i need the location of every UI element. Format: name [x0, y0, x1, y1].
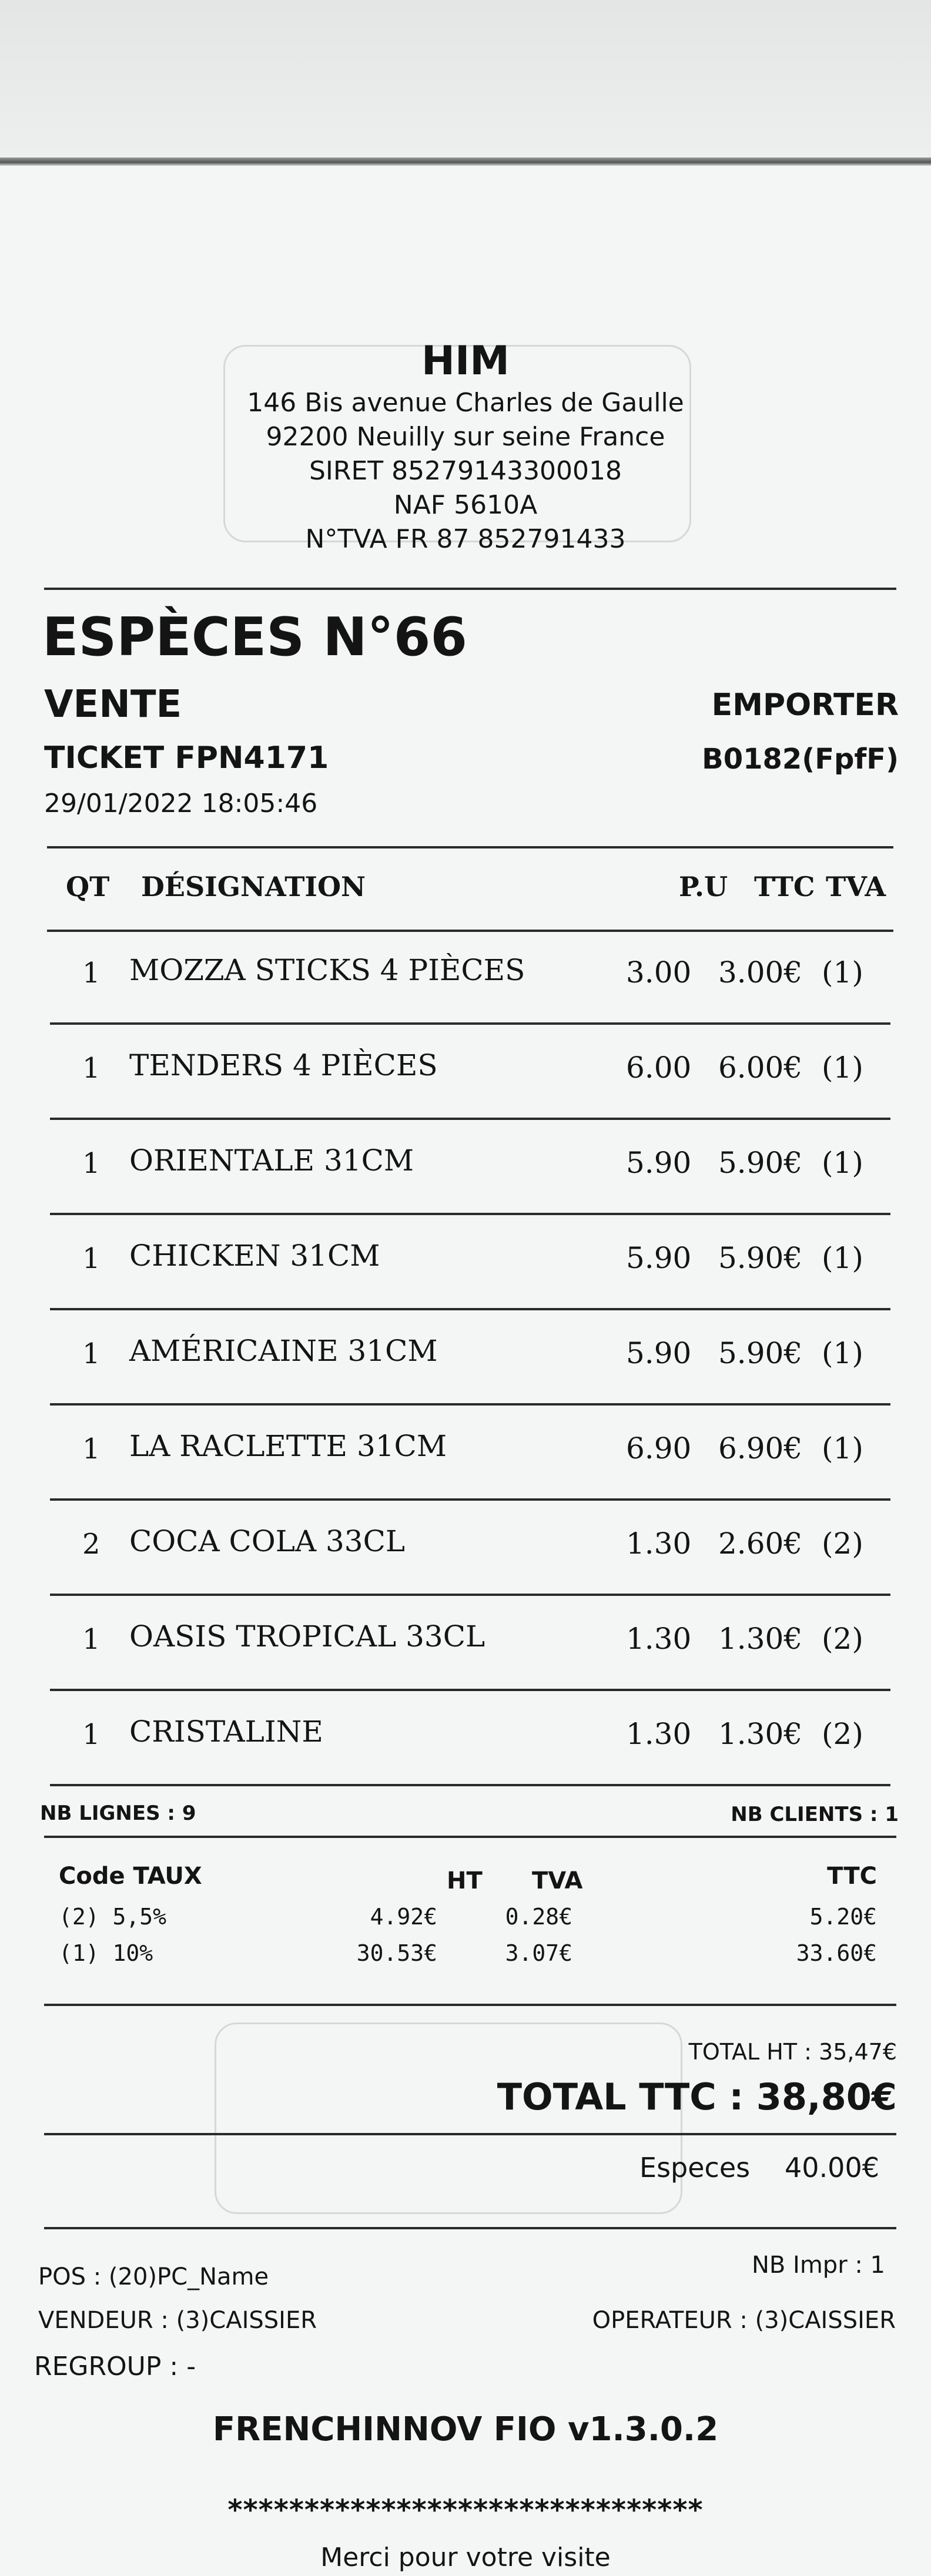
column-header-qt: QT [66, 871, 110, 903]
item-unit-price: 6.00 [626, 1051, 692, 1085]
item-total-ttc: 2.60€ [718, 1527, 803, 1561]
row-divider [50, 1118, 890, 1120]
vat-ttc: 33.60€ [796, 1940, 877, 1966]
payment-title: ESPÈCES N°66 [42, 606, 467, 668]
item-tva-code: (2) [822, 1527, 863, 1561]
vat-tva: 3.07€ [505, 1940, 572, 1966]
row-divider [50, 1308, 890, 1310]
row-divider [50, 1403, 890, 1406]
store-address-line-2: 92200 Neuilly sur seine France [266, 422, 665, 452]
item-tva-code: (1) [822, 955, 863, 990]
vat-header-code-taux: Code TAUX [59, 1863, 202, 1890]
total-ht: TOTAL HT : 35,47€ [688, 2039, 897, 2065]
vat-ttc: 5.20€ [809, 1904, 877, 1930]
service-mode: EMPORTER [711, 687, 899, 723]
column-header-pu: P.U [679, 871, 728, 903]
divider [44, 588, 896, 590]
total-ttc: TOTAL TTC : 38,80€ [497, 2075, 897, 2118]
divider [44, 2004, 896, 2006]
item-quantity: 1 [82, 1433, 101, 1465]
item-quantity: 1 [82, 1242, 101, 1275]
item-total-ttc: 1.30€ [718, 1717, 803, 1751]
item-tva-code: (1) [822, 1051, 863, 1085]
stars-separator: ******************************* [227, 2494, 704, 2527]
item-tva-code: (1) [822, 1431, 863, 1465]
item-unit-price: 5.90 [626, 1146, 692, 1180]
ticket-datetime: 29/01/2022 18:05:46 [44, 789, 318, 819]
vat-tva: 0.28€ [505, 1904, 572, 1930]
item-tva-code: (1) [822, 1241, 863, 1275]
divider [47, 846, 893, 848]
pos-label: POS : (20)PC_Name [38, 2263, 269, 2290]
item-unit-price: 1.30 [626, 1622, 692, 1656]
vat-header-tva: TVA [532, 1867, 583, 1894]
column-header-designation: DÉSIGNATION [141, 871, 366, 903]
item-quantity: 1 [82, 1337, 101, 1370]
item-unit-price: 5.90 [626, 1336, 692, 1370]
item-total-ttc: 6.90€ [718, 1431, 803, 1465]
ticket-ref: B0182(FpfF) [702, 743, 899, 776]
item-tva-code: (2) [822, 1717, 863, 1751]
column-header-ttc: TTC [754, 871, 815, 903]
item-quantity: 1 [82, 1718, 101, 1751]
vat-ht: 4.92€ [370, 1904, 437, 1930]
item-quantity: 1 [82, 957, 101, 990]
row-divider [50, 1022, 890, 1025]
item-unit-price: 3.00 [626, 955, 692, 990]
operateur: OPERATEUR : (3)CAISSIER [592, 2307, 896, 2334]
nb-lignes: NB LIGNES : 9 [40, 1802, 196, 1825]
item-total-ttc: 3.00€ [718, 955, 803, 990]
divider [47, 930, 893, 932]
vat-ht: 30.53€ [356, 1940, 437, 1966]
item-unit-price: 1.30 [626, 1717, 692, 1751]
item-total-ttc: 1.30€ [718, 1622, 803, 1656]
row-divider [50, 1498, 890, 1501]
item-name: TENDERS 4 PIÈCES [129, 1048, 438, 1082]
divider [44, 2227, 896, 2229]
item-quantity: 1 [82, 1052, 101, 1085]
item-unit-price: 6.90 [626, 1431, 692, 1465]
item-tva-code: (1) [822, 1336, 863, 1370]
item-total-ttc: 6.00€ [718, 1051, 803, 1085]
item-tva-code: (2) [822, 1622, 863, 1656]
row-divider [50, 1594, 890, 1596]
divider [44, 1836, 896, 1838]
item-name: LA RACLETTE 31CM [129, 1429, 447, 1463]
sale-type: VENTE [44, 683, 182, 726]
item-name: CHICKEN 31CM [129, 1239, 380, 1273]
nb-impr: NB Impr : 1 [751, 2252, 885, 2279]
item-name: OASIS TROPICAL 33CL [129, 1619, 485, 1653]
column-header-tva: TVA [826, 871, 886, 903]
vat-header-ht: HT [447, 1867, 483, 1894]
nb-clients: NB CLIENTS : 1 [731, 1803, 899, 1826]
item-unit-price: 5.90 [626, 1241, 692, 1275]
item-total-ttc: 5.90€ [718, 1146, 803, 1180]
watermark-stamp [215, 2022, 682, 2214]
payment-method: Especes [639, 2152, 751, 2183]
item-name: ORIENTALE 31CM [129, 1143, 414, 1178]
vendeur: VENDEUR : (3)CAISSIER [38, 2307, 317, 2334]
item-quantity: 1 [82, 1623, 101, 1656]
previous-receipt-bleed [0, 0, 931, 170]
regroup: REGROUP : - [34, 2352, 196, 2382]
store-name: HIM [421, 338, 510, 384]
paper-tear-edge [0, 157, 931, 166]
row-divider [50, 1213, 890, 1215]
item-tva-code: (1) [822, 1146, 863, 1180]
vat-header-ttc: TTC [827, 1863, 877, 1890]
item-unit-price: 1.30 [626, 1527, 692, 1561]
item-total-ttc: 5.90€ [718, 1241, 803, 1275]
item-name: CRISTALINE [129, 1715, 323, 1749]
payment-amount: 40.00€ [785, 2152, 879, 2183]
store-siret: SIRET 85279143300018 [309, 456, 622, 486]
store-tva-number: N°TVA FR 87 852791433 [305, 524, 626, 554]
vat-code-taux: (1) 10% [59, 1940, 153, 1966]
thanks-message: Merci pour votre visite [320, 2543, 611, 2572]
item-quantity: 1 [82, 1147, 101, 1180]
receipt-paper [0, 166, 931, 2576]
item-name: AMÉRICAINE 31CM [129, 1334, 438, 1368]
store-address-line-1: 146 Bis avenue Charles de Gaulle [247, 388, 684, 418]
ticket-number: TICKET FPN4171 [44, 740, 329, 776]
row-divider [50, 1689, 890, 1691]
divider [44, 2133, 896, 2135]
item-quantity: 2 [82, 1528, 101, 1561]
vat-code-taux: (2) 5,5% [59, 1904, 167, 1930]
item-name: MOZZA STICKS 4 PIÈCES [129, 953, 525, 987]
store-naf: NAF 5610A [393, 490, 538, 520]
software-version: FRENCHINNOV FIO v1.3.0.2 [212, 2410, 719, 2448]
row-divider [50, 1784, 890, 1786]
item-name: COCA COLA 33CL [129, 1524, 406, 1558]
item-total-ttc: 5.90€ [718, 1336, 803, 1370]
